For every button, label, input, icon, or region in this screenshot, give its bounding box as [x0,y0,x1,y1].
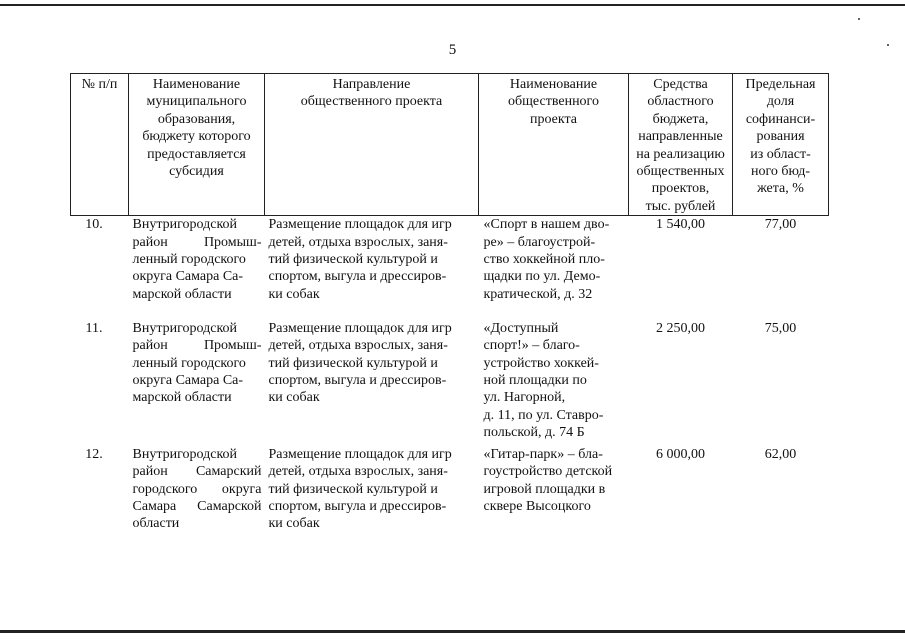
municipality-word: Внутригородской [132,217,238,233]
municipality-word: Самарской [197,498,262,514]
municipality-word: район [132,234,168,250]
header-line: ного бюд- [750,164,811,180]
municipality-word: марской области [132,390,232,406]
header-regional-budget-funds [629,74,733,216]
municipality-line [133,463,262,480]
scan-speck [858,18,860,20]
header-line: муниципального [146,94,247,110]
row-number: 10. [85,217,103,233]
header-cofinancing-share [733,74,829,216]
direction-line: ки собак [268,286,320,302]
municipality-word: области [132,516,180,532]
municipality-line [133,515,262,532]
table-header-row [71,74,829,216]
project-line: кратической, д. 32 [483,286,593,302]
municipality-word: Промыш- [203,338,262,354]
direction-line: ки собак [268,516,320,532]
header-project-direction [265,74,479,216]
page-number: 5 [448,42,457,58]
project-direction [265,216,479,320]
header-line: из област- [750,146,811,162]
regional-budget-amount: 2 250,00 [656,320,705,336]
municipality-word: Самарский [195,464,262,480]
direction-line: Размещение площадок для игр [268,217,452,233]
municipality-word: Самара [132,498,177,514]
cofinancing-share: 75,00 [764,320,797,336]
municipality-word: ленный городского [132,355,246,371]
municipality-word: марской области [132,286,232,302]
header-line: субсидия [169,164,224,180]
municipality-name [129,320,265,446]
project-line: «Гитар-парк» – бла- [483,446,603,462]
municipality-line [133,498,262,515]
municipality-word: округа Самара Са- [132,269,244,285]
header-line: доля [766,94,795,110]
project-direction [265,320,479,446]
municipality-word: Внутригородской [132,446,238,462]
regional-budget-amount: 1 540,00 [656,217,705,233]
bottom-scan-border [0,630,905,633]
project-line: польской, д. 74 Б [483,425,585,441]
header-project-name [479,74,629,216]
regional-budget-amount: 6 000,00 [656,446,705,462]
table-body [71,216,829,542]
row-number: 12. [85,446,103,462]
project-line: ул. Нагорной, [483,390,566,406]
project-line: гоустройство детской [483,464,613,480]
project-line: ной площадки по [483,372,587,388]
row-number: 11. [85,320,103,336]
municipality-line [133,234,262,251]
cofinancing-share: 77,00 [764,217,797,233]
header-line: областного [647,94,714,110]
municipality-line [133,355,262,372]
top-scan-border [0,4,905,6]
project-line: спорт!» – благо- [483,338,580,354]
header-line: рования [756,129,805,145]
municipality-line [133,216,262,233]
project-line: устройство хоккей- [483,355,599,371]
municipality-line [133,372,262,389]
project-line: игровой площадки в [483,481,606,497]
header-line: жета, % [757,181,804,197]
header-line: бюджету которого [142,129,251,145]
direction-line: Размещение площадок для игр [268,320,452,336]
direction-line: спортом, выгула и дрессиров- [268,372,447,388]
municipality-line [133,389,262,406]
municipality-line [133,251,262,268]
project-line: д. 11, по ул. Ставро- [483,407,604,423]
project-direction [265,446,479,542]
header-municipality [129,74,265,216]
direction-line: ки собак [268,390,320,406]
municipality-word: Внутригородской [132,320,238,336]
municipality-word: Промыш- [203,234,262,250]
municipality-word: округа Самара Са- [132,372,244,388]
municipality-name [129,216,265,320]
municipality-line [133,268,262,285]
header-line: проектов, [651,181,710,197]
header-line: Средства [653,77,708,92]
municipality-line [133,286,262,303]
cofinancing-share: 62,00 [764,446,797,462]
header-line: софинанси- [745,111,816,127]
header-line: бюджета, [652,111,709,127]
header-line: образования, [157,111,236,127]
project-name [479,216,629,320]
direction-line: тий физической культурой и [268,481,438,497]
project-name [479,446,629,542]
direction-line: тий физической культурой и [268,252,438,268]
project-line: ство хоккейной пло- [483,252,605,268]
municipality-name [129,446,265,542]
header-line: направленные [638,129,723,145]
header-row-number [71,74,129,216]
table-row [71,446,829,542]
municipality-line [133,320,262,337]
direction-line: спортом, выгула и дрессиров- [268,269,447,285]
table-row [71,216,829,320]
municipality-word: район [132,338,168,354]
header-line: Предельная [745,77,816,92]
project-line: «Доступный [483,320,559,336]
table-row [71,320,829,446]
header-line: общественного проекта [300,94,443,110]
header-line: на реализацию [636,146,725,162]
header-line: Направление [332,77,411,92]
header-line: Наименование [509,77,598,92]
header-line: предоставляется [147,146,246,162]
subsidy-table [70,73,829,542]
direction-line: детей, отдыха взрослых, заня- [268,338,448,354]
municipality-line [133,446,262,463]
municipality-line [133,337,262,354]
header-line: тыс. рублей [645,198,716,214]
municipality-word: ленный городского [132,252,246,268]
header-line: общественного [508,94,599,110]
project-line: щадки по ул. Демо- [483,269,601,285]
municipality-word: район [132,464,168,480]
municipality-word: городского [132,481,198,497]
header-line: № п/п [81,77,118,92]
header-line: проекта [530,111,577,127]
project-line: «Спорт в нашем дво- [483,217,610,233]
project-line: сквере Высоцкого [483,498,591,514]
header-line: Наименование [152,77,241,92]
direction-line: Размещение площадок для игр [268,446,452,462]
project-line: ре» – благоустрой- [483,234,596,250]
municipality-word: округа [221,481,262,497]
project-name [479,320,629,446]
direction-line: тий физической культурой и [268,355,438,371]
direction-line: детей, отдыха взрослых, заня- [268,464,448,480]
municipality-line [133,481,262,498]
header-line: общественных [636,164,725,180]
direction-line: спортом, выгула и дрессиров- [268,498,447,514]
direction-line: детей, отдыха взрослых, заня- [268,234,448,250]
